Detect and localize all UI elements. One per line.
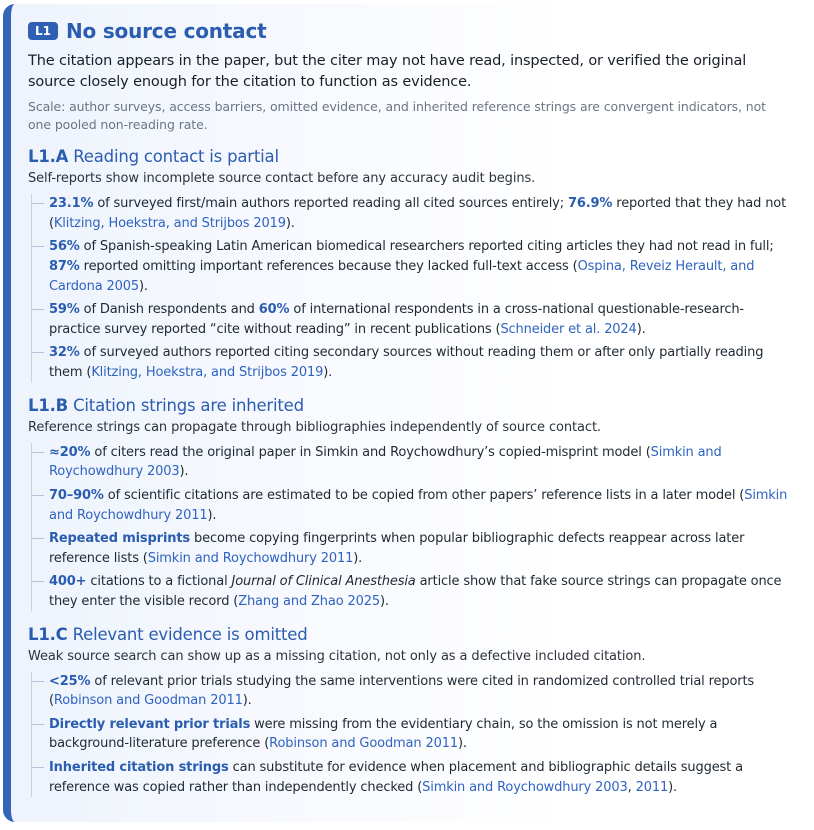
list-item <box>49 715 788 755</box>
item-text: article show that fake source strings can propagate once they enter the visible record ( <box>49 573 782 609</box>
section-number: L1.B <box>28 395 69 415</box>
list-item <box>49 343 788 383</box>
stat-highlight: 76.9% <box>567 196 613 211</box>
evidence-list <box>31 443 788 612</box>
citation-link[interactable]: Robinson and Goodman 2011 <box>53 693 243 709</box>
item-text: ). <box>636 321 646 337</box>
stat-highlight: Repeated misprints <box>49 530 191 546</box>
section-heading <box>28 146 788 168</box>
list-item <box>49 237 788 296</box>
section-title: Reading contact is partial <box>73 147 279 166</box>
item-text: reported omitting important references because they lacked full-text access ( <box>79 258 578 274</box>
stat-highlight: 60% <box>258 301 290 317</box>
list-item <box>49 758 788 798</box>
card-title: No source contact <box>66 19 267 43</box>
list-item <box>49 529 788 569</box>
evidence-list <box>31 672 788 798</box>
card-header <box>28 18 788 44</box>
section-heading <box>28 624 788 646</box>
section-subtitle: Self-reports show incomplete source contact before any accuracy audit begins. <box>28 171 536 186</box>
journal-title: Journal of Clinical Anesthesia <box>231 573 416 589</box>
item-text: of Spanish-speaking Latin American biomedical researchers reported citing articles they had not read in full; <box>79 239 774 255</box>
item-text: of citers read the original paper in Simkin and Roychowdhury’s copied-misprint model ( <box>90 444 651 460</box>
stat-highlight: 56% <box>49 239 80 255</box>
section-number: L1.C <box>28 624 68 644</box>
section-title: Citation strings are inherited <box>73 395 304 415</box>
item-text: ). <box>285 215 295 231</box>
citation-link[interactable]: Simkin and Roychowdhury 2011 <box>147 550 354 566</box>
citation-link[interactable]: Klitzing, Hoekstra, and Strijbos 2019 <box>91 364 324 380</box>
item-text: of Danish respondents and <box>79 301 259 317</box>
section-subtitle: Weak source search can show up as a missing citation, not only as a defective included citation. <box>28 648 646 664</box>
list-item <box>49 486 788 526</box>
stat-highlight: 70–90% <box>49 487 104 503</box>
item-text: ). <box>179 464 189 480</box>
item-text: ). <box>207 507 217 523</box>
stat-highlight: 32% <box>49 345 80 361</box>
citation-link[interactable]: Simkin and Roychowdhury 2003 <box>49 444 722 480</box>
list-item <box>49 300 788 340</box>
item-text: of scientific citations are estimated to be copied from other papers’ reference lists in a later model ( <box>103 487 745 503</box>
item-text: ). <box>457 736 467 752</box>
item-text: can substitute for evidence when placement and bibliographic details suggest a reference was copied rather than independently checked ( <box>49 759 743 795</box>
section-l1b <box>28 395 788 612</box>
item-text: citations to a fictional <box>86 573 232 589</box>
citation-link[interactable]: Schneider et al. 2024 <box>500 321 637 337</box>
card-description: The citation appears in the paper, but the citer may not have read, inspected, or verified the original source closely enough for the citation to function as evidence. <box>28 53 747 90</box>
section-title: Relevant evidence is omitted <box>72 624 308 644</box>
section-l1c <box>28 624 788 798</box>
item-text: ). <box>379 593 389 609</box>
item-text: of surveyed authors reported citing secondary sources without reading them or after only partially reading them ( <box>49 345 764 380</box>
stat-highlight: 87% <box>49 258 80 274</box>
list-item <box>49 572 788 612</box>
evidence-list <box>31 194 788 383</box>
stat-highlight: 400+ <box>49 573 87 589</box>
citation-link[interactable]: 2011 <box>635 779 669 795</box>
citation-link[interactable]: Robinson and Goodman 2011 <box>269 736 458 752</box>
section-l1a <box>28 146 788 383</box>
citation-link[interactable]: Ospina, Reveiz Herault, and Cardona 2005 <box>49 258 755 294</box>
citation-link[interactable]: Simkin and Roychowdhury 2003 <box>422 779 628 795</box>
level-badge: L1 <box>28 22 58 40</box>
stat-highlight: 23.1% <box>49 196 94 211</box>
citation-link[interactable]: Zhang and Zhao 2025 <box>238 593 380 609</box>
section-number: L1.A <box>28 147 69 166</box>
item-text: of international respondents in a cross-national questionable-research-practice survey reported “cite without reading” in recent publications ( <box>49 301 744 337</box>
no-source-contact-card <box>3 4 808 822</box>
citation-link[interactable]: Klitzing, Hoekstra, and Strijbos 2019 <box>53 215 286 231</box>
item-text: of surveyed first/main authors reported reading all cited sources entirely; <box>93 196 568 211</box>
list-item <box>49 194 788 234</box>
item-text: reported that they had not ( <box>49 196 787 231</box>
item-text: , <box>627 779 636 795</box>
section-subtitle: Reference strings can propagate through bibliographies independently of source contact. <box>28 419 601 435</box>
item-text: become copying fingerprints when popular bibliographic defects reappear across later reference lists ( <box>49 530 745 566</box>
item-text: were missing from the evidentiary chain, so the omission is not merely a background-literature preference ( <box>49 716 718 752</box>
item-text: ). <box>323 364 333 380</box>
stat-highlight: Directly relevant prior trials <box>49 716 251 732</box>
item-text: ). <box>668 779 677 795</box>
stat-highlight: <25% <box>49 673 91 689</box>
section-heading <box>28 395 788 417</box>
item-text: ). <box>242 693 252 709</box>
stat-highlight: 59% <box>49 301 80 317</box>
citation-link[interactable]: Simkin and Roychowdhury 2011 <box>49 487 788 523</box>
stat-highlight: Inherited citation strings <box>49 759 229 775</box>
item-text: ). <box>139 278 148 294</box>
stat-highlight: ≈20% <box>49 444 91 460</box>
item-text: of relevant prior trials studying the same interventions were cited in randomized controlled trial reports ( <box>49 673 755 709</box>
list-item <box>49 443 788 483</box>
list-item <box>49 672 788 712</box>
item-text: ). <box>353 550 363 566</box>
scale-note: Scale: author surveys, access barriers, omitted evidence, and inherited reference strings are convergent indicators, not one pooled non-reading rate. <box>28 99 766 132</box>
